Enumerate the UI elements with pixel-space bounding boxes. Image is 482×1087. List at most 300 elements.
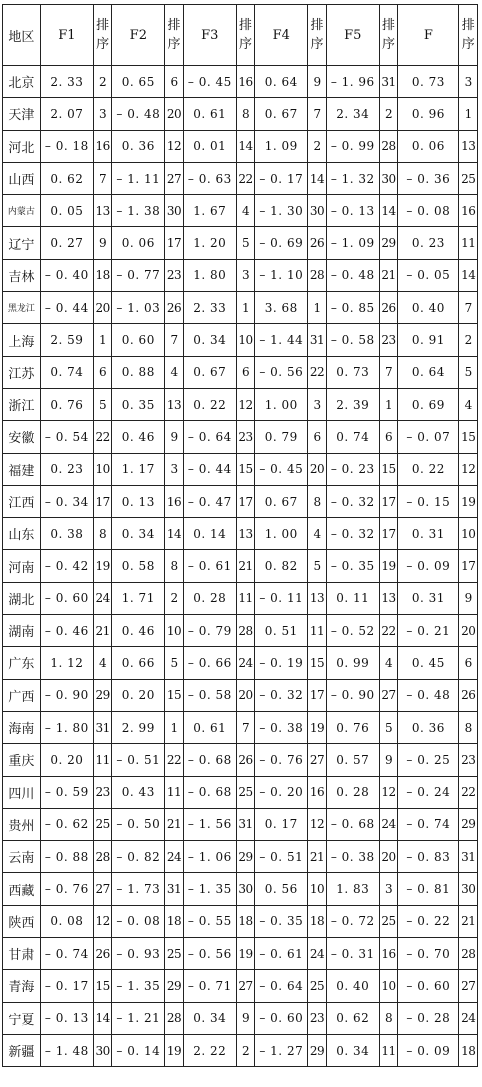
rank-header: 排序 [236, 5, 254, 66]
region-cell: 吉林 [3, 259, 41, 291]
table-row [3, 776, 478, 808]
rank-cell: 27 [93, 873, 111, 905]
rank-cell: 20 [308, 453, 326, 485]
table-row [3, 324, 478, 356]
rank-cell: 8 [308, 485, 326, 517]
rank-cell: 15 [308, 647, 326, 679]
rank-cell: 18 [93, 259, 111, 291]
rank-cell: 2 [308, 130, 326, 162]
total-rank-cell: 21 [459, 905, 478, 937]
rank-cell: 3 [93, 98, 111, 130]
factor-score-cell: 0. 74 [326, 421, 379, 453]
total-score-cell: 0. 64 [398, 356, 459, 388]
factor-score-cell: 0. 05 [40, 195, 93, 227]
rank-cell: 20 [165, 98, 183, 130]
rank-cell: 3 [308, 388, 326, 420]
rank-cell: 28 [93, 841, 111, 873]
rank-cell: 15 [93, 970, 111, 1002]
factor-score-cell: – 1. 21 [112, 1002, 165, 1034]
total-rank-cell: 13 [459, 130, 478, 162]
factor-score-cell: – 0. 62 [40, 808, 93, 840]
factor-score-cell: – 0. 71 [183, 970, 236, 1002]
rank-cell: 8 [93, 518, 111, 550]
factor-score-cell: – 0. 63 [183, 162, 236, 194]
factor-score-cell: 0. 62 [326, 1002, 379, 1034]
factor-score-cell: – 1. 27 [255, 1034, 308, 1066]
total-score-cell: – 0. 21 [398, 615, 459, 647]
region-cell: 山东 [3, 518, 41, 550]
rank-cell: 1 [165, 711, 183, 743]
factor-score-cell: 1. 00 [255, 388, 308, 420]
factor-score-cell: 1. 80 [183, 259, 236, 291]
rank-cell: 14 [93, 1002, 111, 1034]
rank-cell: 26 [379, 292, 397, 324]
factor-score-cell: – 0. 38 [255, 711, 308, 743]
total-rank-cell: 3 [459, 66, 478, 98]
factor-score-cell: 2. 39 [326, 388, 379, 420]
total-score-cell: – 0. 09 [398, 1034, 459, 1066]
total-rank-cell: 26 [459, 679, 478, 711]
rank-cell: 31 [236, 808, 254, 840]
rank-cell: 21 [93, 615, 111, 647]
rank-cell: 18 [236, 905, 254, 937]
factor-score-cell: 2. 07 [40, 98, 93, 130]
rank-cell: 14 [379, 195, 397, 227]
region-cell: 江苏 [3, 356, 41, 388]
total-score-cell: – 0. 08 [398, 195, 459, 227]
total-score-cell: – 0. 70 [398, 938, 459, 970]
factor-score-cell: 0. 66 [112, 647, 165, 679]
rank-cell: 30 [236, 873, 254, 905]
total-score-cell: 0. 69 [398, 388, 459, 420]
factor-score-cell: – 0. 17 [40, 970, 93, 1002]
factor-score-cell: – 1. 30 [255, 195, 308, 227]
rank-cell: 23 [93, 776, 111, 808]
region-cell: 湖北 [3, 582, 41, 614]
rank-cell: 1 [379, 388, 397, 420]
total-rank-cell: 31 [459, 841, 478, 873]
factor-score-cell: – 0. 68 [183, 744, 236, 776]
rank-cell: 8 [165, 550, 183, 582]
rank-cell: 10 [308, 873, 326, 905]
factor-score-cell: 0. 46 [112, 615, 165, 647]
region-cell: 甘肃 [3, 938, 41, 970]
rank-cell: 20 [379, 841, 397, 873]
factor-score-cell: 0. 58 [112, 550, 165, 582]
factor-score-cell: 0. 34 [183, 1002, 236, 1034]
table-row [3, 808, 478, 840]
rank-cell: 26 [93, 938, 111, 970]
rank-cell: 12 [308, 808, 326, 840]
region-cell: 北京 [3, 66, 41, 98]
factor-score-cell: 0. 56 [255, 873, 308, 905]
region-cell: 天津 [3, 98, 41, 130]
factor-score-cell: 1. 83 [326, 873, 379, 905]
total-score-cell: 0. 23 [398, 227, 459, 259]
table-row [3, 388, 478, 420]
factor-score-cell: – 0. 50 [112, 808, 165, 840]
factor-score-cell: – 0. 60 [255, 1002, 308, 1034]
rank-cell: 11 [379, 1034, 397, 1066]
region-cell: 福建 [3, 453, 41, 485]
rank-cell: 27 [165, 162, 183, 194]
total-score-cell: 0. 73 [398, 66, 459, 98]
rank-cell: 27 [308, 744, 326, 776]
rank-cell: 27 [236, 970, 254, 1002]
factor-score-cell: – 0. 32 [326, 518, 379, 550]
total-rank-cell: 8 [459, 711, 478, 743]
rank-cell: 31 [308, 324, 326, 356]
total-score-cell: 0. 36 [398, 711, 459, 743]
table-row [3, 485, 478, 517]
rank-cell: 23 [379, 324, 397, 356]
factor-score-cell: – 0. 82 [112, 841, 165, 873]
rank-cell: 4 [93, 647, 111, 679]
factor-score-cell: – 0. 13 [40, 1002, 93, 1034]
region-cell: 新疆 [3, 1034, 41, 1066]
rank-cell: 5 [165, 647, 183, 679]
total-rank-cell: 17 [459, 550, 478, 582]
factor-score-cell: 0. 35 [112, 388, 165, 420]
factor-score-cell: 1. 17 [112, 453, 165, 485]
rank-cell: 24 [236, 647, 254, 679]
table-row [3, 98, 478, 130]
factor-score-cell: – 0. 51 [112, 744, 165, 776]
factor-score-cell: – 0. 76 [40, 873, 93, 905]
rank-cell: 24 [165, 841, 183, 873]
rank-cell: 9 [236, 1002, 254, 1034]
factor-score-cell: 0. 20 [40, 744, 93, 776]
rank-cell: 25 [236, 776, 254, 808]
table-row [3, 744, 478, 776]
rank-cell: 21 [308, 841, 326, 873]
region-cell: 辽宁 [3, 227, 41, 259]
factor-header-f4: F4 [255, 5, 308, 66]
rank-cell: 18 [165, 905, 183, 937]
rank-cell: 9 [379, 744, 397, 776]
rank-cell: 5 [308, 550, 326, 582]
factor-score-cell: – 0. 48 [326, 259, 379, 291]
factor-score-cell: – 1. 09 [326, 227, 379, 259]
rank-cell: 6 [308, 421, 326, 453]
factor-header-f5: F5 [326, 5, 379, 66]
rank-cell: 16 [93, 130, 111, 162]
factor-score-cell: 0. 65 [112, 66, 165, 98]
factor-score-cell: 2. 59 [40, 324, 93, 356]
factor-score-cell: 0. 79 [255, 421, 308, 453]
factor-score-cell: – 0. 45 [255, 453, 308, 485]
factor-score-cell: 0. 28 [183, 582, 236, 614]
rank-cell: 2 [236, 1034, 254, 1066]
factor-score-cell: – 0. 14 [112, 1034, 165, 1066]
rank-cell: 24 [308, 938, 326, 970]
rank-cell: 17 [308, 679, 326, 711]
rank-cell: 13 [93, 195, 111, 227]
factor-score-cell: – 0. 44 [183, 453, 236, 485]
factor-score-cell: 0. 76 [40, 388, 93, 420]
total-rank-cell: 18 [459, 1034, 478, 1066]
rank-header: 排序 [93, 5, 111, 66]
factor-score-cell: – 0. 76 [255, 744, 308, 776]
factor-score-cell: – 0. 77 [112, 259, 165, 291]
rank-cell: 29 [93, 679, 111, 711]
table-row [3, 130, 478, 162]
factor-score-cell: – 0. 23 [326, 453, 379, 485]
region-cell: 广东 [3, 647, 41, 679]
total-rank-cell: 9 [459, 582, 478, 614]
rank-cell: 17 [93, 485, 111, 517]
factor-score-cell: – 1. 06 [183, 841, 236, 873]
factor-score-cell: – 0. 69 [255, 227, 308, 259]
rank-cell: 16 [308, 776, 326, 808]
table-body [3, 66, 478, 1067]
factor-score-cell: – 1. 10 [255, 259, 308, 291]
total-rank-cell: 7 [459, 292, 478, 324]
factor-score-cell: 0. 61 [183, 711, 236, 743]
factor-score-cell: – 0. 11 [255, 582, 308, 614]
factor-score-cell: – 0. 56 [255, 356, 308, 388]
total-score-cell: – 0. 60 [398, 970, 459, 1002]
factor-score-cell: 2. 22 [183, 1034, 236, 1066]
total-score-cell: – 0. 09 [398, 550, 459, 582]
table-row [3, 550, 478, 582]
rank-cell: 14 [165, 518, 183, 550]
total-score-cell: – 0. 36 [398, 162, 459, 194]
rank-header: 排序 [165, 5, 183, 66]
total-score-cell: 0. 31 [398, 518, 459, 550]
region-cell: 广西 [3, 679, 41, 711]
factor-score-cell: 1. 71 [112, 582, 165, 614]
rank-cell: 29 [236, 841, 254, 873]
rank-cell: 22 [165, 744, 183, 776]
rank-cell: 11 [308, 615, 326, 647]
factor-score-cell: 0. 60 [112, 324, 165, 356]
rank-cell: 13 [379, 582, 397, 614]
total-rank-cell: 29 [459, 808, 478, 840]
factor-score-cell: 0. 74 [40, 356, 93, 388]
factor-score-cell: 0. 11 [326, 582, 379, 614]
region-cell: 云南 [3, 841, 41, 873]
region-cell: 河南 [3, 550, 41, 582]
factor-score-cell: 2. 99 [112, 711, 165, 743]
rank-cell: 24 [93, 582, 111, 614]
factor-score-cell: 0. 62 [40, 162, 93, 194]
factor-score-cell: 1. 00 [255, 518, 308, 550]
factor-score-cell: – 0. 31 [326, 938, 379, 970]
table-row [3, 1002, 478, 1034]
total-score-cell: – 0. 07 [398, 421, 459, 453]
total-rank-cell: 16 [459, 195, 478, 227]
rank-cell: 29 [308, 1034, 326, 1066]
factor-score-cell: 1. 67 [183, 195, 236, 227]
rank-cell: 7 [93, 162, 111, 194]
factor-score-cell: – 0. 18 [40, 130, 93, 162]
rank-cell: 16 [165, 485, 183, 517]
region-cell: 四川 [3, 776, 41, 808]
rank-cell: 5 [93, 388, 111, 420]
rank-cell: 30 [308, 195, 326, 227]
table-row [3, 1034, 478, 1066]
factor-score-cell: – 0. 32 [255, 679, 308, 711]
factor-score-cell: 0. 06 [112, 227, 165, 259]
rank-cell: 17 [165, 227, 183, 259]
factor-score-cell: – 0. 61 [255, 938, 308, 970]
rank-cell: 22 [379, 615, 397, 647]
factor-score-cell: 0. 61 [183, 98, 236, 130]
rank-cell: 2 [165, 582, 183, 614]
factor-score-cell: 0. 34 [112, 518, 165, 550]
rank-cell: 26 [308, 227, 326, 259]
region-cell: 河北 [3, 130, 41, 162]
rank-cell: 13 [165, 388, 183, 420]
total-rank-cell: 15 [459, 421, 478, 453]
total-score-cell: 0. 06 [398, 130, 459, 162]
rank-cell: 28 [308, 259, 326, 291]
factor-score-cell: 0. 46 [112, 421, 165, 453]
factor-score-cell: – 0. 17 [255, 162, 308, 194]
factor-score-cell: 0. 20 [112, 679, 165, 711]
factor-score-cell: 0. 34 [326, 1034, 379, 1066]
total-score-cell: – 0. 28 [398, 1002, 459, 1034]
factor-score-cell: – 0. 52 [326, 615, 379, 647]
rank-cell: 3 [165, 453, 183, 485]
total-rank-cell: 10 [459, 518, 478, 550]
rank-cell: 19 [165, 1034, 183, 1066]
factor-score-cell: – 0. 59 [40, 776, 93, 808]
total-rank-cell: 23 [459, 744, 478, 776]
factor-score-cell: – 0. 68 [326, 808, 379, 840]
table-row [3, 227, 478, 259]
factor-score-cell: – 0. 58 [326, 324, 379, 356]
total-score-header: F [398, 5, 459, 66]
rank-cell: 28 [236, 615, 254, 647]
total-score-cell: 0. 22 [398, 453, 459, 485]
factor-score-cell: 1. 20 [183, 227, 236, 259]
table-row [3, 873, 478, 905]
factor-score-cell: 0. 14 [183, 518, 236, 550]
factor-score-cell: – 0. 64 [183, 421, 236, 453]
rank-cell: 22 [308, 356, 326, 388]
total-rank-cell: 2 [459, 324, 478, 356]
factor-score-cell: – 0. 20 [255, 776, 308, 808]
factor-score-cell: 0. 27 [40, 227, 93, 259]
table-row [3, 66, 478, 98]
factor-score-cell: – 0. 90 [40, 679, 93, 711]
factor-score-cell: – 1. 80 [40, 711, 93, 743]
rank-cell: 8 [379, 1002, 397, 1034]
region-cell: 重庆 [3, 744, 41, 776]
total-score-cell: – 0. 05 [398, 259, 459, 291]
table-row [3, 615, 478, 647]
factor-score-cell: 0. 67 [255, 485, 308, 517]
rank-cell: 14 [236, 130, 254, 162]
table-row [3, 162, 478, 194]
factor-score-cell: 0. 38 [40, 518, 93, 550]
rank-cell: 11 [236, 582, 254, 614]
total-rank-cell: 22 [459, 776, 478, 808]
rank-cell: 4 [165, 356, 183, 388]
total-rank-cell: 5 [459, 356, 478, 388]
rank-cell: 11 [165, 776, 183, 808]
factor-score-cell: – 1. 44 [255, 324, 308, 356]
region-header: 地区 [3, 5, 41, 66]
factor-score-cell: – 0. 93 [112, 938, 165, 970]
rank-cell: 31 [165, 873, 183, 905]
factor-header-f2: F2 [112, 5, 165, 66]
total-score-cell: 0. 96 [398, 98, 459, 130]
rank-cell: 10 [165, 615, 183, 647]
total-score-cell: – 0. 74 [398, 808, 459, 840]
rank-cell: 6 [165, 66, 183, 98]
total-rank-cell: 25 [459, 162, 478, 194]
rank-cell: 26 [236, 744, 254, 776]
factor-score-cell: – 1. 35 [112, 970, 165, 1002]
rank-cell: 10 [236, 324, 254, 356]
factor-score-cell: – 0. 58 [183, 679, 236, 711]
table-row [3, 292, 478, 324]
factor-score-cell: 0. 28 [326, 776, 379, 808]
region-cell: 宁夏 [3, 1002, 41, 1034]
region-cell: 内蒙古 [3, 195, 41, 227]
total-rank-cell: 14 [459, 259, 478, 291]
factor-score-cell: 2. 34 [326, 98, 379, 130]
factor-score-cell: 0. 08 [40, 905, 93, 937]
rank-cell: 17 [379, 518, 397, 550]
factor-score-cell: 0. 36 [112, 130, 165, 162]
rank-cell: 12 [165, 130, 183, 162]
factor-score-cell: 0. 51 [255, 615, 308, 647]
rank-cell: 20 [93, 292, 111, 324]
total-rank-cell: 28 [459, 938, 478, 970]
rank-cell: 12 [236, 388, 254, 420]
factor-score-cell: – 0. 47 [183, 485, 236, 517]
total-score-cell: – 0. 22 [398, 905, 459, 937]
factor-score-cell: – 0. 72 [326, 905, 379, 937]
rank-cell: 16 [236, 66, 254, 98]
total-score-cell: – 0. 83 [398, 841, 459, 873]
rank-header: 排序 [308, 5, 326, 66]
rank-cell: 31 [93, 711, 111, 743]
table-row [3, 356, 478, 388]
rank-cell: 29 [165, 970, 183, 1002]
factor-score-cell: 0. 17 [255, 808, 308, 840]
rank-cell: 25 [165, 938, 183, 970]
factor-score-cell: – 0. 45 [183, 66, 236, 98]
total-rank-cell: 24 [459, 1002, 478, 1034]
rank-cell: 20 [236, 679, 254, 711]
table-row [3, 453, 478, 485]
rank-cell: 21 [379, 259, 397, 291]
factor-score-cell: – 0. 85 [326, 292, 379, 324]
factor-score-cell: 0. 73 [326, 356, 379, 388]
factor-score-cell: – 0. 44 [40, 292, 93, 324]
rank-cell: 15 [236, 453, 254, 485]
factor-score-cell: 2. 33 [40, 66, 93, 98]
factor-score-cell: 0. 64 [255, 66, 308, 98]
factor-score-cell: – 0. 38 [326, 841, 379, 873]
total-score-cell: 0. 91 [398, 324, 459, 356]
factor-score-cell: 0. 13 [112, 485, 165, 517]
total-rank-cell: 19 [459, 485, 478, 517]
table-row [3, 195, 478, 227]
rank-cell: 14 [308, 162, 326, 194]
header-row [3, 5, 478, 66]
factor-score-cell: 1. 09 [255, 130, 308, 162]
factor-score-cell: – 1. 32 [326, 162, 379, 194]
total-rank-cell: 1 [459, 98, 478, 130]
rank-cell: 19 [308, 711, 326, 743]
factor-score-cell: – 0. 88 [40, 841, 93, 873]
